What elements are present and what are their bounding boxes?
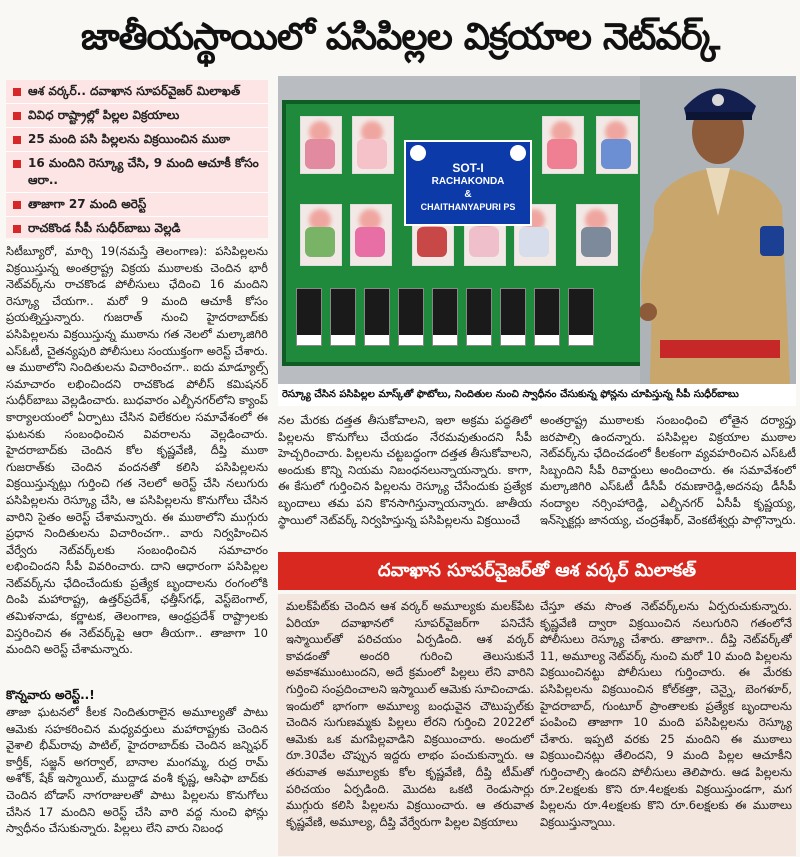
article-column: మలక్‌పేట్‌కు చెందిన ఆశ వర్కర్ అమూల్యకు మలక్‌పేట ఏరియా దవాఖానలో సూపర్‌వైజర్‌గా పనిచేసే ఇస్మాయిల్‌తో పరిచయం ఏర్పడింది. ఆశ వర్కర్ కావడంతో అందరి గురించి తెలుసుకునే అవకాశముంటుందని, అదే క్రమంలో పిల్లలు లేని వారిని గుర్తించి సంప్రదించాలని ఇస్మాయిల్ ఆమెకు సూచించాడు. ఇందులో భాగంగా అమూల్య బంధువైన చౌటుప్పల్‌కు చెందిన సుగుణమ్మకు పిల్లలు లేరని గుర్తించి 2022లో ఆమెకు ఒక మగపిల్లవాడిని విక్రయించారు. అందులో రూ.30వేల చొప్పున ఇద్దరు లాభం పంచుకున్నారు. ఆ తరువాత అమూల్యకు కోల కృష్ణవేణి, దీప్తి టీమ్‌తో పరిచయం ఏర్పడింది. మొదట ఒకటి రెండుసార్లు ముగ్గురు కలిసి పిల్లలను విక్రయించారు. ఆ తరువాత కృష్ణవేణి, అమూల్య, దీప్తి వేర్వేరుగా పిల్లల విక్రయాలు [286, 599, 534, 829]
highlight-text: రాచకొండ సీపీ సుధీర్‌బాబు వెల్లడి [28, 221, 181, 235]
highlight-text: ఆశ వర్కర్.. దవాఖాన సూపర్‌వైజర్ మిలాఖత్ [28, 84, 241, 98]
police-officer-figure [640, 76, 796, 384]
article-column: అంతర్రాష్ట్ర ముఠాలకు సంబంధించి లోతైన దర్యాప్తు జరపాల్సి ఉందన్నారు. పసిపిల్లల విక్రయాల ముఠాల నెట్‌వర్క్‌ను ఛేదించడంలో కీలకంగా వ్యవహరించిన ఎస్‌ఓటీ సిబ్బందిని సీపీ రివార్డులు అందించారు. ఈ సమావేశంలో మల్కాజిగిరి ఎస్‌ఓటీ డీసీపీ రమణారెడ్డి,అదనపు డీసీపీ నంద్యాల నర్సింహారెడ్డి, ఎల్బీనగర్ ఏసీపీ కృష్ణయ్య, ఇన్‌స్పెక్టర్లు జానయ్య, చంద్రశేఖర్, వెంకటేశ్వర్లు పాల్గొన్నారు. [540, 413, 796, 527]
highlight-item [6, 128, 268, 152]
phone-image [466, 288, 492, 346]
police-logo-icon [410, 145, 426, 161]
child-photo [542, 116, 584, 174]
phone-image [296, 288, 322, 346]
highlight-text: తాజాగా 27 మంది అరెస్ట్ [28, 197, 147, 211]
child-photo [350, 204, 392, 266]
article-column: సిటీబ్యూరో, మార్చి 19(నమస్తే తెలంగాణ): పసిపిల్లలను విక్రయిస్తున్న అంతర్రాష్ట్ర విక్రయ ముఠాలకు చెందిన భారీ నెట్‌వర్క్‌ను రాచకొండ పోలీసులు ఛేదించి 16 మందిని రెస్క్యూ చేయగా.. మరో 9 మంది ఆచూకీ కోసం ప్రయత్నిస్తున్నారు. గుజరాత్ నుంచి హైదరాబాద్‌కు పసిపిల్లలను విక్రయిస్తున్న ముఠాను గత నెలలో మల్కాజిగిరి ఎస్‌ఓటీ, చైతన్యపురి పోలీసులు సంయుక్తంగా అరెస్ట్ చేశారు. ఆ ముఠాలోని నిందితులను విచారించగా.. ఐదు మాడ్యూల్స్ సమాచారం లభించిందని రాచకొండ పోలీస్ కమిషనర్ సుధీర్‌బాబు వెల్లడించారు. బుధవారం ఎల్బీనగర్‌లోని క్యాంప్ కార్యాలయంలో ఏర్పాటు చేసిన విలేకరుల సమావేశంలో ఈ ఘటనకు సంబంధించిన వివరాలను వెల్లడించారు. హైదరాబాద్‌కు చెందిన కోల కృష్ణవేణి, దీప్తి ముఠా గుజరాత్‌కు చెందిన వందనతో కలిసి పసిపిల్లలను విక్రయిస్తున్నట్లు గుర్తించి గత నెలలో అరెస్ట్ చేసి నలుగురు పసిపిల్లలను రెస్క్యూ చేసి, ఆ పసిపిల్లలను కొనుగోలు చేసిన వారిని సైతం అరెస్ట్ చేశామన్నారు. ఈ ముఠాలోని ముగ్గురు ప్రధాన నిందితులను విచారించగా.. వారు నిర్వహించిన వేర్వేరు నెట్‌వర్క్‌లకు సంబంధించిన సమాచారం లభించిందని సీపీ వివరించారు. దాని ఆధారంగా పసిపిల్లల నెట్‌వర్క్‌ను ఛేదించేందుకు ప్రత్యేక బృందాలను రంగంలోకి దింపి మహారాష్ట్ర, ఉత్తర్‌ప్రదేశ్, ఛత్తీస్‌గఢ్, వెస్ట్‌బెంగాల్, తమిళనాడు, కర్ణాటక, తెలంగాణ, ఆంధ్రప్రదేశ్ రాష్ట్రాలకు విస్తరించిన ఈ నెట్‌వర్క్‌పై ఆరా తీయగా.. తాజాగా 10 మందిని అరెస్ట్ చేశామన్నారు. [6, 244, 268, 657]
article-column: నల మేరకు దత్తత తీసుకోవాలని, ఇలా అక్రమ పద్ధతిలో పిల్లలను కొనుగోలు చేయడం నేరమవుతుందని సీపీ హెచ్చరించారు. పిల్లలను చట్టబద్ధంగా దత్తత తీసుకోవాలని, అందుకు కొన్ని నియమ నిబంధనలున్నాయన్నారు. కాగా, ఈ కేసులో గుర్తించిన పిల్లలను రెస్క్యూ చేసేందుకు ప్రత్యేక బృందాలు తమ పని కొనసాగిస్తున్నాయన్నారు. జాతీయ స్థాయిలో నెట్‌వర్క్ నిర్వహిస్తున్న పసిపిల్లలను విక్రయించే [278, 413, 532, 527]
board-line: & [464, 189, 472, 200]
board-line: RACHAKONDA [431, 176, 505, 187]
bullet-square-icon [13, 201, 21, 209]
highlights-box [6, 80, 268, 238]
highlight-item [6, 104, 268, 128]
bullet-square-icon [13, 112, 21, 120]
phone-image [330, 288, 356, 346]
phone-image [568, 288, 594, 346]
board-line: CHAITHANYAPURI PS [420, 202, 516, 212]
bullet-square-icon [13, 160, 21, 168]
phone-image [398, 288, 424, 346]
news-photo [278, 76, 796, 384]
police-logo-icon [510, 145, 526, 161]
child-photo [596, 116, 638, 174]
child-photo [300, 204, 342, 266]
phone-image [432, 288, 458, 346]
child-photo [300, 116, 342, 174]
highlight-item [6, 193, 268, 217]
phone-image [534, 288, 560, 346]
article-column: తాజా ఘటనలో కీలక నిందితురాలైన అమూల్యతో పాటు ఆమెకు సహకరించిన మధ్యవర్తులు మహారాష్ట్రకు చెందిన వైశాలి భీమ్‌రావు పాటిల్, హైదరాబాద్‌కు చెందిన జన్నిఫర్ కార్తీక్, సజ్జన్ అగర్వాల్, బానాల మంగమ్మ, రుద్ర రామ్ అశోక్, షేక్ ఇస్మాయిల్, ముద్దాడ వంశీ కృష్ణ, ఆసిఫా బాద్‌కు చెందిన బోడాస్ నాగరాజులతో పాటు పిల్లలను కొనుగోలు చేసిన 17 మందిని అరెస్ట్ చేసి వారి వద్ద నుంచి ఫోన్లు స్వాధీనం చేసుకున్నారు. పిల్లలు లేని వారు నిబంధ [6, 705, 268, 836]
child-photo [576, 204, 618, 266]
phone-image [500, 288, 526, 346]
bullet-square-icon [13, 136, 21, 144]
article-column: చేస్తూ తమ సొంత నెట్‌వర్క్‌లను ఏర్పరుచుకున్నారు. కృష్ణవేణి ద్వారా విక్రయించిన నలుగురిని గతంలోనే పోలీసులు రెస్క్యూ చేశారు. తాజాగా.. దీప్తి నెట్‌వర్క్‌తో 11, అమూల్య నెట్‌వర్క్ నుంచి మరో 10 మంది పిల్లలను విక్రయించినట్టు పోలీసులు గుర్తించారు. ఈ మేరకు పసిపిల్లలను విక్రయించిన కోల్‌కత్తా, చెన్నై, బెంగళూర్, హైదరాబాద్, గుంటూర్ ప్రాంతాలకు ప్రత్యేక బృందాలను పంపించి తాజాగా 10 మంది పసిపిల్లలను రెస్క్యూ చేశారు. ఇప్పటి వరకు 25 మందిని ఈ ముఠాలు విక్రయించినట్లు తేలిందని, 9 మంది పిల్లల ఆచూకీని గుర్తించాల్సి ఉందని పోలీసులు తెలిపారు. ఆడ పిల్లలను రూ.2లక్షలకు కొని రూ.4లక్షలకు విక్రయిస్తుండగా, మగ పిల్లలను రూ.4లక్షలకు కొని రూ.6లక్షలకు ఈ ముఠాలు విక్రయిస్తున్నాయి. [540, 599, 792, 829]
board-line: SOT-I [452, 161, 484, 175]
highlight-item [6, 152, 268, 193]
display-board [282, 100, 660, 366]
bullet-square-icon [13, 225, 21, 233]
highlight-text: 25 మంది పసి పిల్లలను విక్రయించిన ముఠా [28, 132, 230, 146]
section-banner: దవాఖాన సూపర్‌వైజర్‌తో ఆశ వర్కర్ మిలాకత్ [278, 552, 796, 590]
bullet-square-icon [13, 88, 21, 96]
phone-image [364, 288, 390, 346]
board-sign [404, 140, 532, 226]
highlight-text: 16 మందిని రెస్క్యూ చేసి, 9 మంది ఆచూకీ కోసం ఆరా.. [28, 156, 259, 187]
highlight-item [6, 217, 268, 241]
photo-caption: రెస్క్యూ చేసిన పసిపిల్లల మాస్క్‌తో ఫొటోలు, నిందితుల నుంచి స్వాధీనం చేసుకున్న ఫోన్లను చూపిస్తున్న సీపీ సుధీర్‌బాబు [278, 384, 796, 406]
subheading: కొన్నవారు అరెస్ట్..! [6, 688, 95, 702]
headline: జాతీయస్థాయిలో పసిపిల్లల విక్రయాల నెట్‌వర్క్ [80, 15, 720, 58]
highlight-text: వివిధ రాష్ట్రాల్లో పిల్లల విక్రయాలు [28, 108, 180, 122]
highlight-item [6, 80, 268, 104]
child-photo [352, 116, 394, 174]
